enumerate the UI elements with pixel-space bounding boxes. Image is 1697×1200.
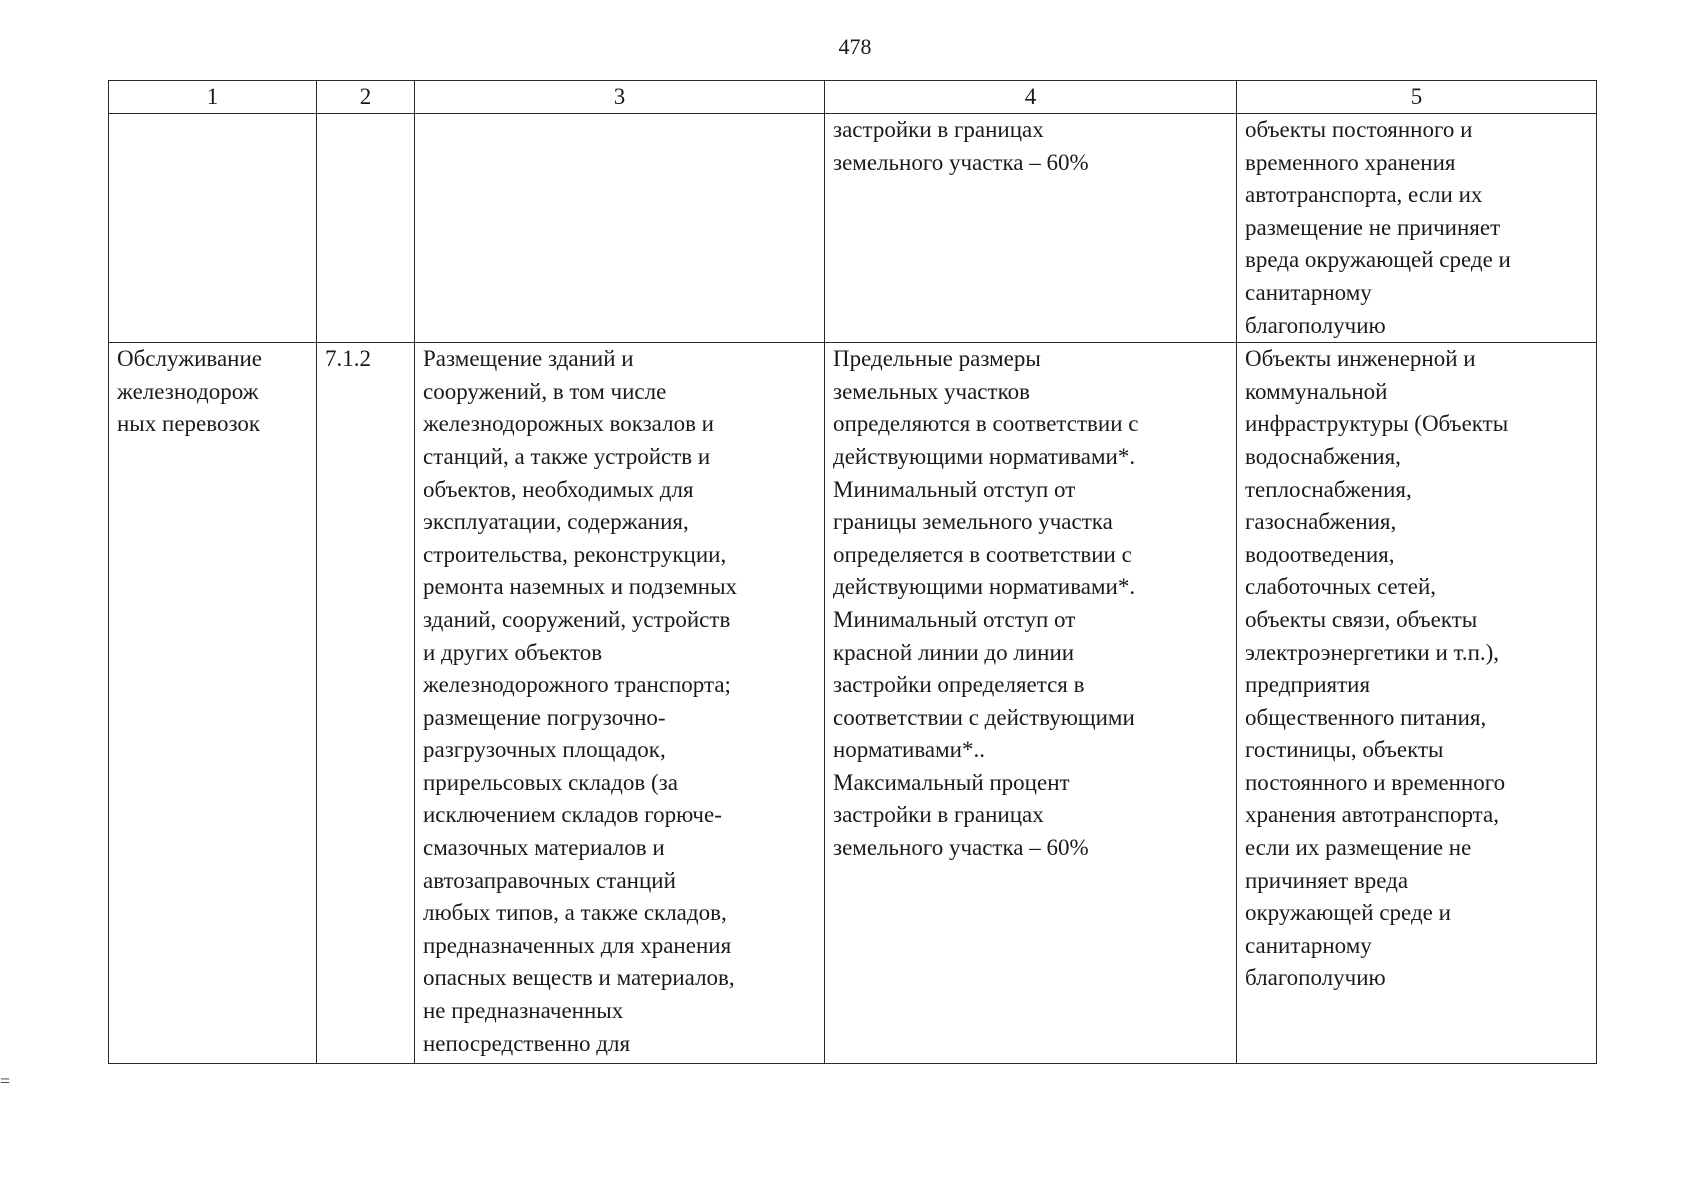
cell-description [415,114,825,343]
cell-name: Обслуживание железнодорож ных перевозок [109,343,317,1064]
cell-objects: Объекты инженерной и коммунальной инфраструктуры (Объекты водоснабжения, теплоснабжения, газоснабжения, водоотведения, слаботочных сетей, объекты связи, объекты электроэнергетики и т.п.), предприятия общественного питания, гостиницы, объекты постоянного и временного хранения автотранспорта, если их размещение не причиняет вреда окружающей среде и санитарному благополучию [1237,343,1597,1064]
cell-description: Размещение зданий и сооружений, в том числе железнодорожных вокзалов и станций, а также устройств и объектов, необходимых для эксплуатации, содержания, строительства, реконструкции, ремонта наземных и подземных зданий, сооружений, устройств и других объектов железнодорожного транспорта; размещение погрузочно- разгрузочных площадок, прирельсовых складов (за исключением складов горюче- смазочных материалов и автозаправочных станций любых типов, а также складов, предназначенных для хранения опасных веществ и материалов, не предназначенных непосредственно для [415,343,825,1064]
land-use-table [108,80,1597,1064]
table-row [109,114,1597,343]
header-col-1: 1 [109,81,317,114]
header-col-4: 4 [825,81,1237,114]
header-col-3: 3 [415,81,825,114]
cell-parameters: Предельные размеры земельных участков определяются в соответствии с действующими нормативами*. Минимальный отступ от границы земельного участка определяется в соответствии с действующими нормативами*. Минимальный отступ от красной линии до линии застройки определяется в соответствии с действующими нормативами*.. Максимальный процент застройки в границах земельного участка – 60% [825,343,1237,1064]
header-row [109,81,1597,114]
cell-code [317,114,415,343]
cell-code: 7.1.2 [317,343,415,1064]
header-col-5: 5 [1237,81,1597,114]
header-col-2: 2 [317,81,415,114]
cell-objects: объекты постоянного и временного хранения автотранспорта, если их размещение не причиняет вреда окружающей среде и санитарному благополучию [1237,114,1597,343]
cell-name [109,114,317,343]
cell-parameters: застройки в границах земельного участка – 60% [825,114,1237,343]
table-row [109,343,1597,1064]
page-number: 478 [838,34,872,59]
margin-mark: = [0,1071,11,1091]
